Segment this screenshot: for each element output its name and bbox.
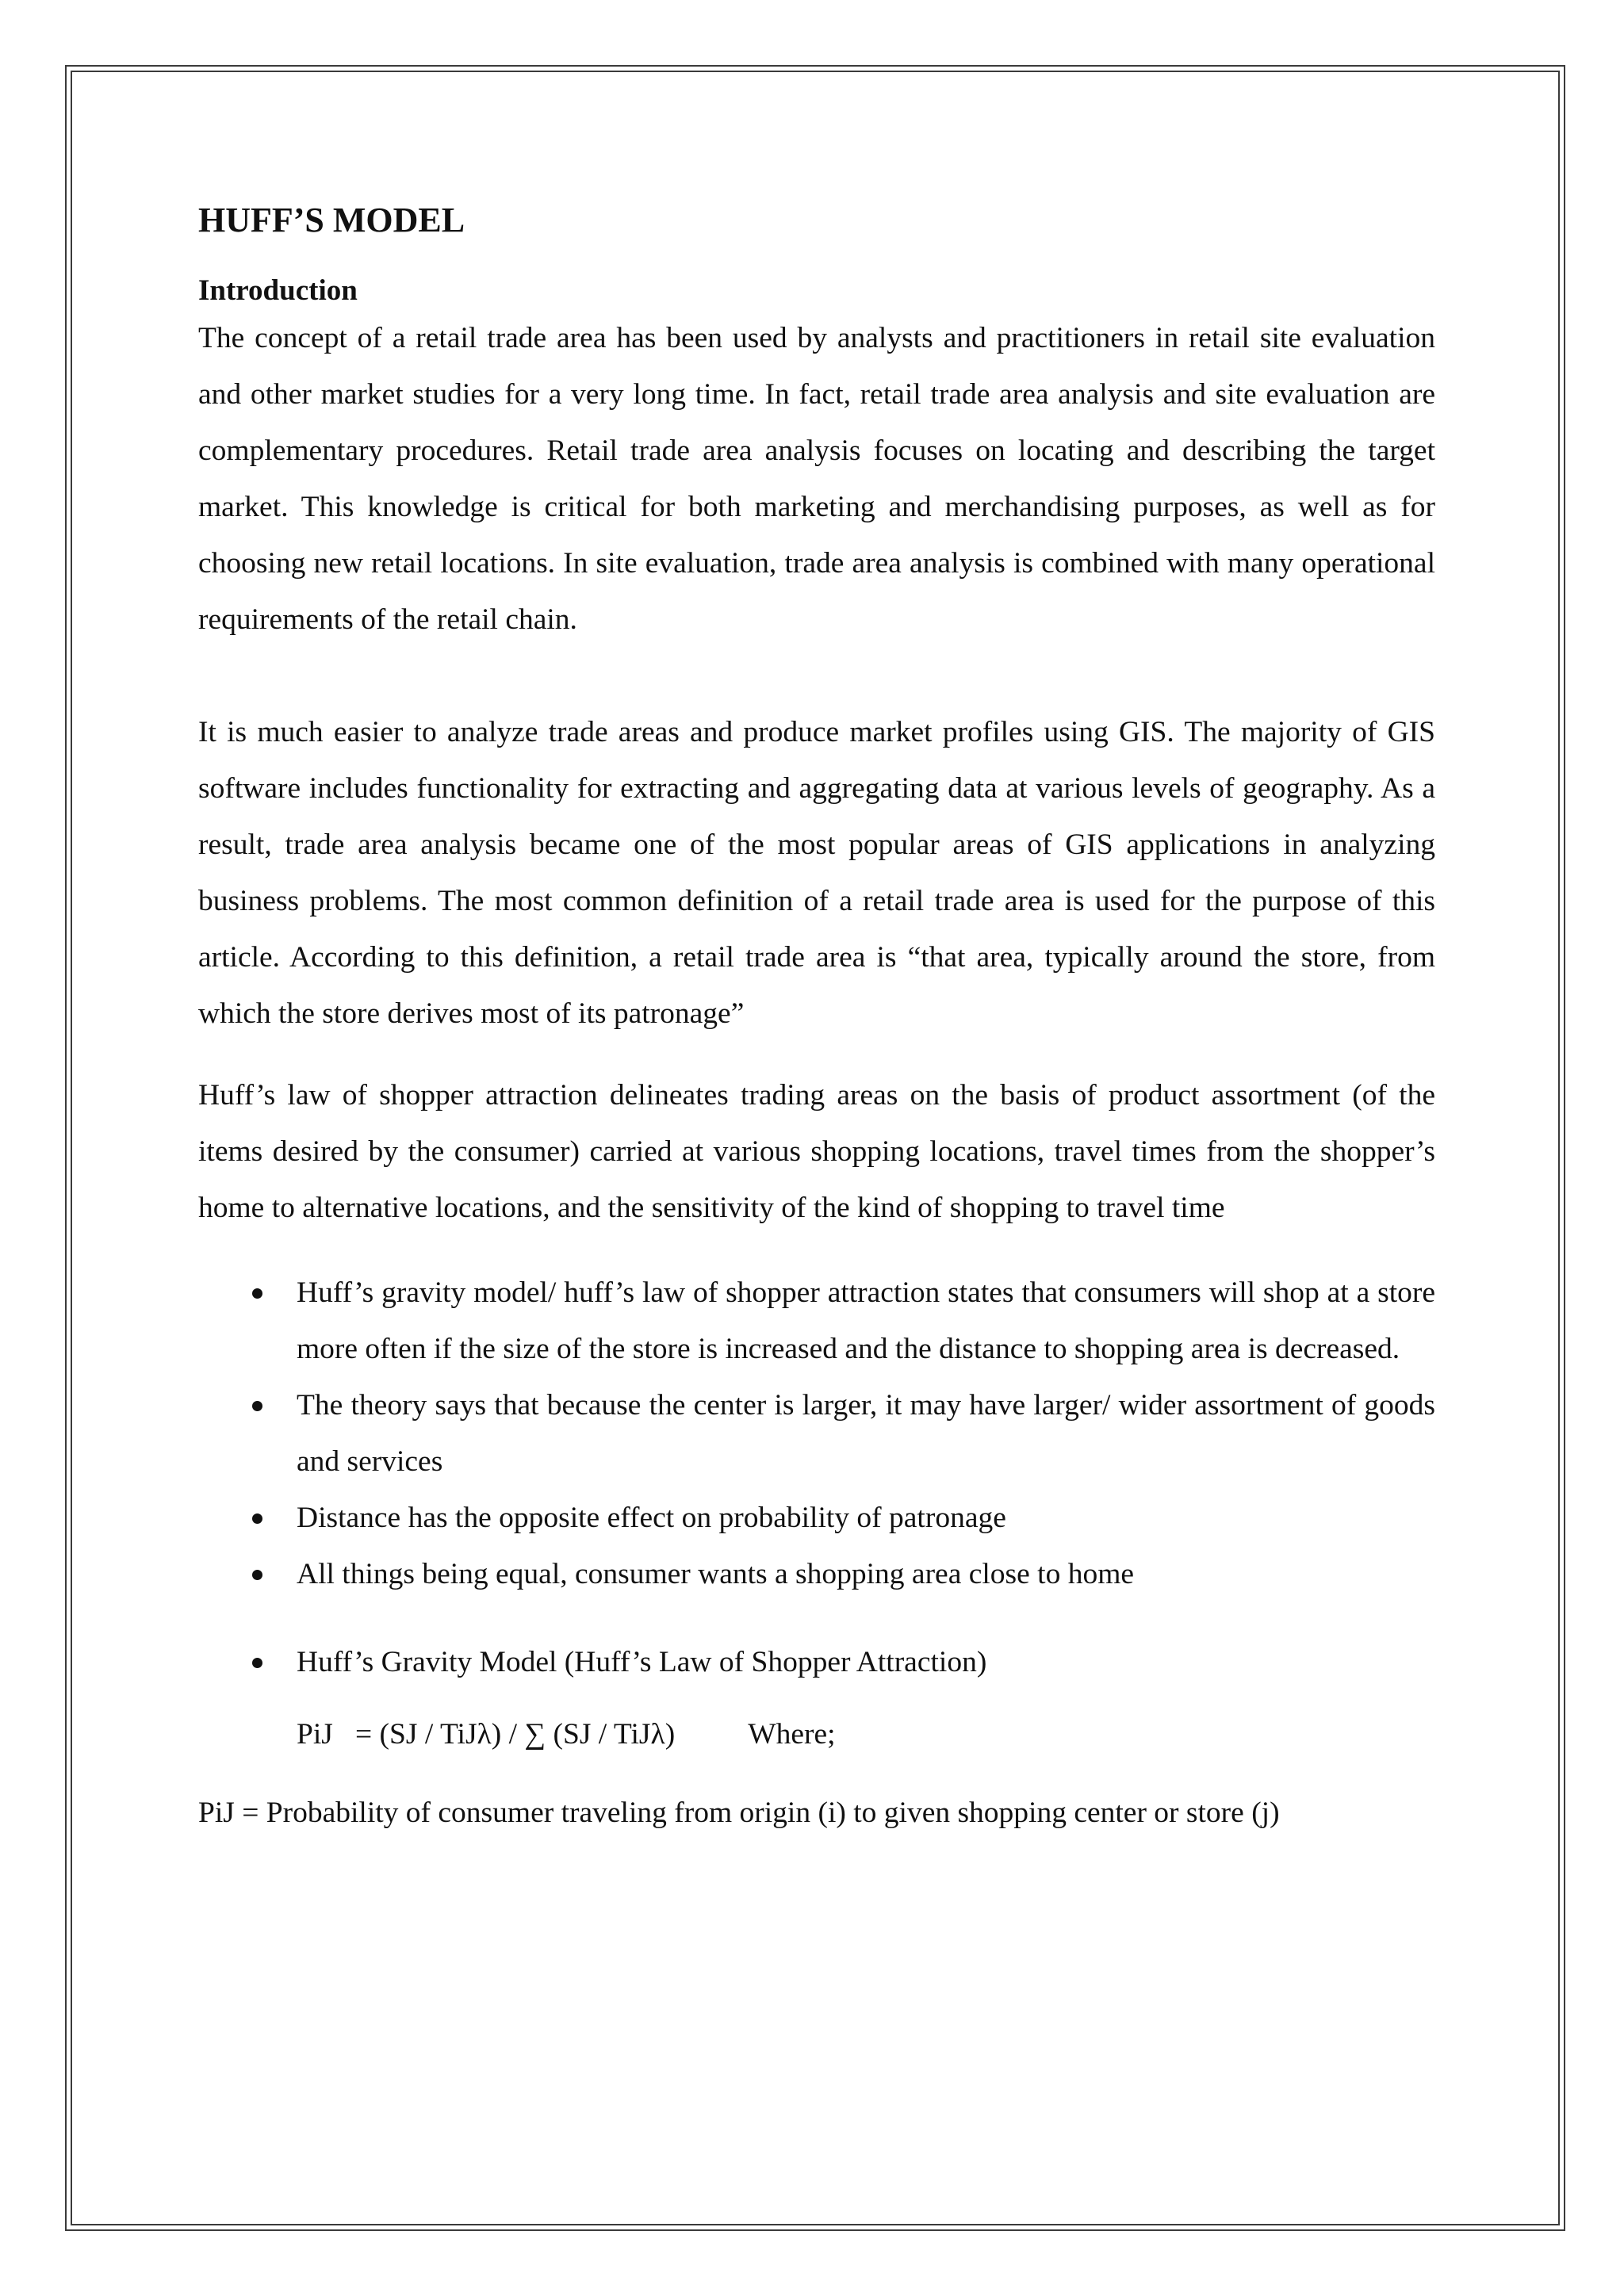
bullet-item (198, 1634, 1435, 1690)
bullet-text: Huff’s gravity model/ huff’s law of shopper attraction states that consumers will shop at a store more often if the size of the store is increased and the distance to shopping area is decreased. (297, 1276, 1435, 1365)
huff-formula (198, 1706, 1435, 1762)
bullet-text: Distance has the opposite effect on probability of patronage (297, 1501, 1006, 1534)
formula-expression: PiJ = (SJ / TiJλ) / ∑ (SJ / TiJλ) (297, 1717, 676, 1751)
bullet-text: The theory says that because the center is larger, it may have larger/ wider assortment of goods and services (297, 1388, 1435, 1478)
bullet-list (198, 1265, 1435, 1690)
bullet-dot-icon (252, 1401, 262, 1411)
paragraph-retail-trade-area: The concept of a retail trade area has been used by analysts and practitioners in retail site evaluation and other market studies for a very long time. In fact, retail trade area analysis and site evaluation are complementary procedures. Retail trade area analysis focuses on locating and describing the target market. This knowledge is critical for both marketing and merchandising purposes, as well as for choosing new retail locations. In site evaluation, trade area analysis is combined with many operational requirements of the retail chain. (198, 321, 1435, 636)
formula-where-label: Where; (748, 1717, 836, 1751)
bullet-item (198, 1265, 1435, 1377)
document-body (198, 190, 1435, 1841)
bullet-text: All things being equal, consumer wants a shopping area close to home (297, 1557, 1135, 1590)
bullet-dot-icon (252, 1513, 262, 1524)
definition-pij: PiJ = Probability of consumer traveling from origin (i) to given shopping center or store (j) (198, 1796, 1280, 1829)
paragraph-huffs-law: Huff’s law of shopper attraction delineates trading areas on the basis of product assortment (of the items desired by the consumer) carried at various shopping locations, travel times from the shopper’s home to alternative locations, and the sensitivity of the kind of shopping to travel time (198, 1078, 1435, 1224)
bullet-dot-icon (252, 1288, 262, 1299)
bullet-dot-icon (252, 1658, 262, 1668)
bullet-dot-icon (252, 1570, 262, 1580)
section-heading-introduction: Introduction (198, 274, 358, 307)
bullet-text: Huff’s Gravity Model (Huff’s Law of Shopper Attraction) (297, 1645, 987, 1678)
page-title: HUFF’S MODEL (198, 201, 465, 239)
bullet-item (198, 1490, 1435, 1546)
paragraph-gis-analysis: It is much easier to analyze trade areas and produce market profiles using GIS. The majority of GIS software includes functionality for extracting and aggregating data at various levels of geography. As a result, trade area analysis became one of the most popular areas of GIS applications in analyzing business problems. The most common definition of a retail trade area is used for the purpose of this article. According to this definition, a retail trade area is “that area, typically around the store, from which the store derives most of its patronage” (198, 715, 1435, 1030)
bullet-item (198, 1546, 1435, 1602)
bullet-item (198, 1377, 1435, 1490)
